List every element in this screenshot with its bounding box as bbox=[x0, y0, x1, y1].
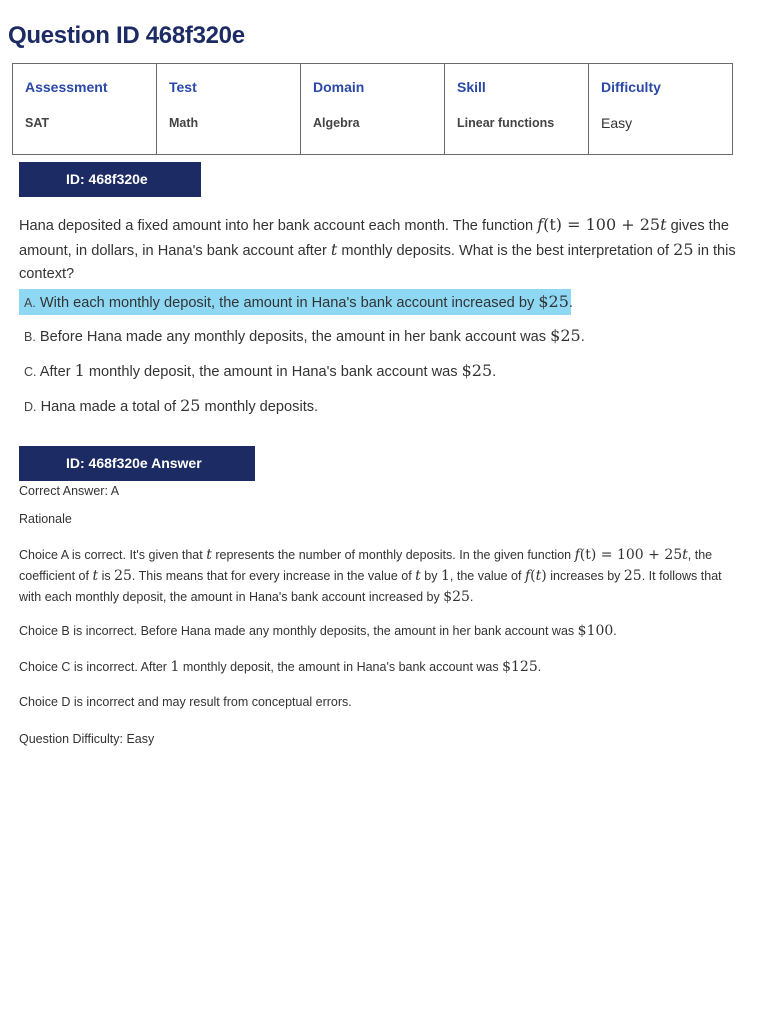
stem-text: Hana deposited a fixed amount into her bank account each month. The function bbox=[19, 218, 534, 234]
function-rhs: (t) = 100 + 25 bbox=[579, 547, 683, 563]
rationale-text: Choice C is incorrect. After bbox=[19, 660, 167, 674]
skill-header: Skill bbox=[457, 79, 486, 95]
rationale-text: . It follows that with each monthly deposit, the amount in Hana's bank account increased by bbox=[19, 569, 722, 604]
function-var: t bbox=[682, 547, 688, 563]
rationale-choice-d: Choice D is incorrect and may result from conceptual errors. bbox=[19, 695, 352, 709]
test-header: Test bbox=[169, 79, 197, 95]
page-title: Question ID 468f320e bbox=[8, 22, 245, 49]
domain-value: Algebra bbox=[313, 116, 360, 130]
number-25: 25 bbox=[623, 568, 642, 584]
rationale-text: , the value of bbox=[449, 569, 522, 583]
rationale-choice-c bbox=[19, 659, 541, 675]
choice-pre: After bbox=[39, 364, 71, 380]
choice-value: $25 bbox=[550, 326, 581, 345]
rationale-text: by bbox=[424, 569, 438, 583]
money-25: $25 bbox=[443, 589, 470, 605]
variable-t: t bbox=[92, 568, 99, 584]
number-1: 1 bbox=[440, 568, 450, 584]
stem-text: monthly deposits. What is the best interpretation of bbox=[341, 243, 670, 259]
rationale-text: is bbox=[101, 569, 111, 583]
difficulty-value: Easy bbox=[601, 115, 633, 131]
question-id-bar: ID: 468f320e bbox=[19, 162, 201, 197]
question-stem bbox=[19, 213, 747, 286]
function-expression bbox=[537, 215, 666, 234]
rationale-text: monthly deposit, the amount in Hana's bank account was bbox=[182, 660, 499, 674]
assessment-value: SAT bbox=[25, 116, 50, 130]
answer-id-bar: ID: 468f320e Answer bbox=[19, 446, 255, 481]
rationale-text: Choice A is correct. It's given that bbox=[19, 548, 203, 562]
money-value: $125 bbox=[502, 659, 538, 675]
choice-text: With each monthly deposit, the amount in Hana's bank account increased by bbox=[39, 295, 535, 311]
assessment-header: Assessment bbox=[25, 79, 108, 95]
rationale-text: . bbox=[469, 590, 474, 604]
question-metadata-table bbox=[12, 63, 733, 155]
rationale-choice-a bbox=[19, 545, 747, 608]
rationale-end: . bbox=[613, 624, 617, 638]
number-25: 25 bbox=[673, 240, 694, 259]
function-call: f(t) bbox=[524, 568, 547, 584]
choice-text: monthly deposits. bbox=[204, 399, 319, 415]
function-name: f bbox=[574, 547, 580, 563]
rationale-text: represents the number of monthly deposits. In the given function bbox=[215, 548, 572, 562]
rationale-text: , the coefficient of bbox=[19, 548, 713, 583]
choice-text: Before Hana made any monthly deposits, the amount in her bank account was bbox=[39, 329, 547, 345]
choice-letter: B. bbox=[24, 330, 36, 344]
rationale-text: increases by bbox=[550, 569, 621, 583]
function-expression bbox=[575, 547, 688, 563]
function-name: f bbox=[537, 215, 544, 234]
choice-value: $25 bbox=[461, 361, 493, 380]
difficulty-cell bbox=[589, 64, 733, 155]
variable-t: t bbox=[330, 240, 338, 259]
choice-d[interactable] bbox=[19, 393, 323, 419]
variable-t: t bbox=[206, 547, 212, 563]
choice-end: . bbox=[568, 295, 573, 311]
choice-a[interactable] bbox=[19, 289, 571, 315]
skill-value: Linear functions bbox=[457, 116, 555, 130]
rationale-text: . This means that for every increase in the value of bbox=[131, 569, 412, 583]
rationale-end: . bbox=[537, 660, 542, 674]
function-rhs: (t) = 100 + 25 bbox=[543, 215, 661, 234]
choice-b[interactable] bbox=[19, 323, 590, 349]
difficulty-header: Difficulty bbox=[601, 79, 661, 95]
choice-number: 25 bbox=[180, 396, 201, 415]
assessment-cell bbox=[13, 64, 157, 155]
domain-header: Domain bbox=[313, 79, 365, 95]
number-1: 1 bbox=[170, 659, 180, 675]
domain-cell bbox=[301, 64, 445, 155]
stem-text: in this context? bbox=[19, 243, 736, 282]
question-difficulty: Question Difficulty: Easy bbox=[19, 732, 155, 746]
skill-cell bbox=[445, 64, 589, 155]
choice-end: . bbox=[580, 329, 585, 345]
stem-text: gives the amount, in dollars, in Hana's bank account after bbox=[19, 218, 729, 259]
choice-letter: D. bbox=[24, 400, 37, 414]
choice-value: $25 bbox=[538, 292, 569, 311]
choice-text: monthly deposit, the amount in Hana's bank account was bbox=[88, 364, 458, 380]
test-value: Math bbox=[169, 116, 199, 130]
choice-end: . bbox=[492, 364, 497, 380]
correct-answer: Correct Answer: A bbox=[19, 484, 120, 498]
choice-c[interactable] bbox=[19, 358, 501, 384]
number-25: 25 bbox=[114, 568, 132, 584]
variable-t: t bbox=[535, 568, 542, 584]
rationale-choice-b bbox=[19, 623, 617, 639]
choice-letter: A. bbox=[24, 296, 36, 310]
choice-number: 1 bbox=[74, 361, 85, 380]
choice-letter: C. bbox=[24, 365, 37, 379]
rationale-text: Choice B is incorrect. Before Hana made any monthly deposits, the amount in her bank account was bbox=[19, 624, 575, 638]
test-cell bbox=[157, 64, 301, 155]
money-value: $100 bbox=[577, 623, 614, 639]
rationale-label: Rationale bbox=[19, 512, 72, 526]
function-var: t bbox=[660, 215, 667, 234]
choice-pre: Hana made a total of bbox=[40, 399, 177, 415]
function-name: f bbox=[524, 568, 531, 584]
variable-t: t bbox=[415, 568, 421, 584]
